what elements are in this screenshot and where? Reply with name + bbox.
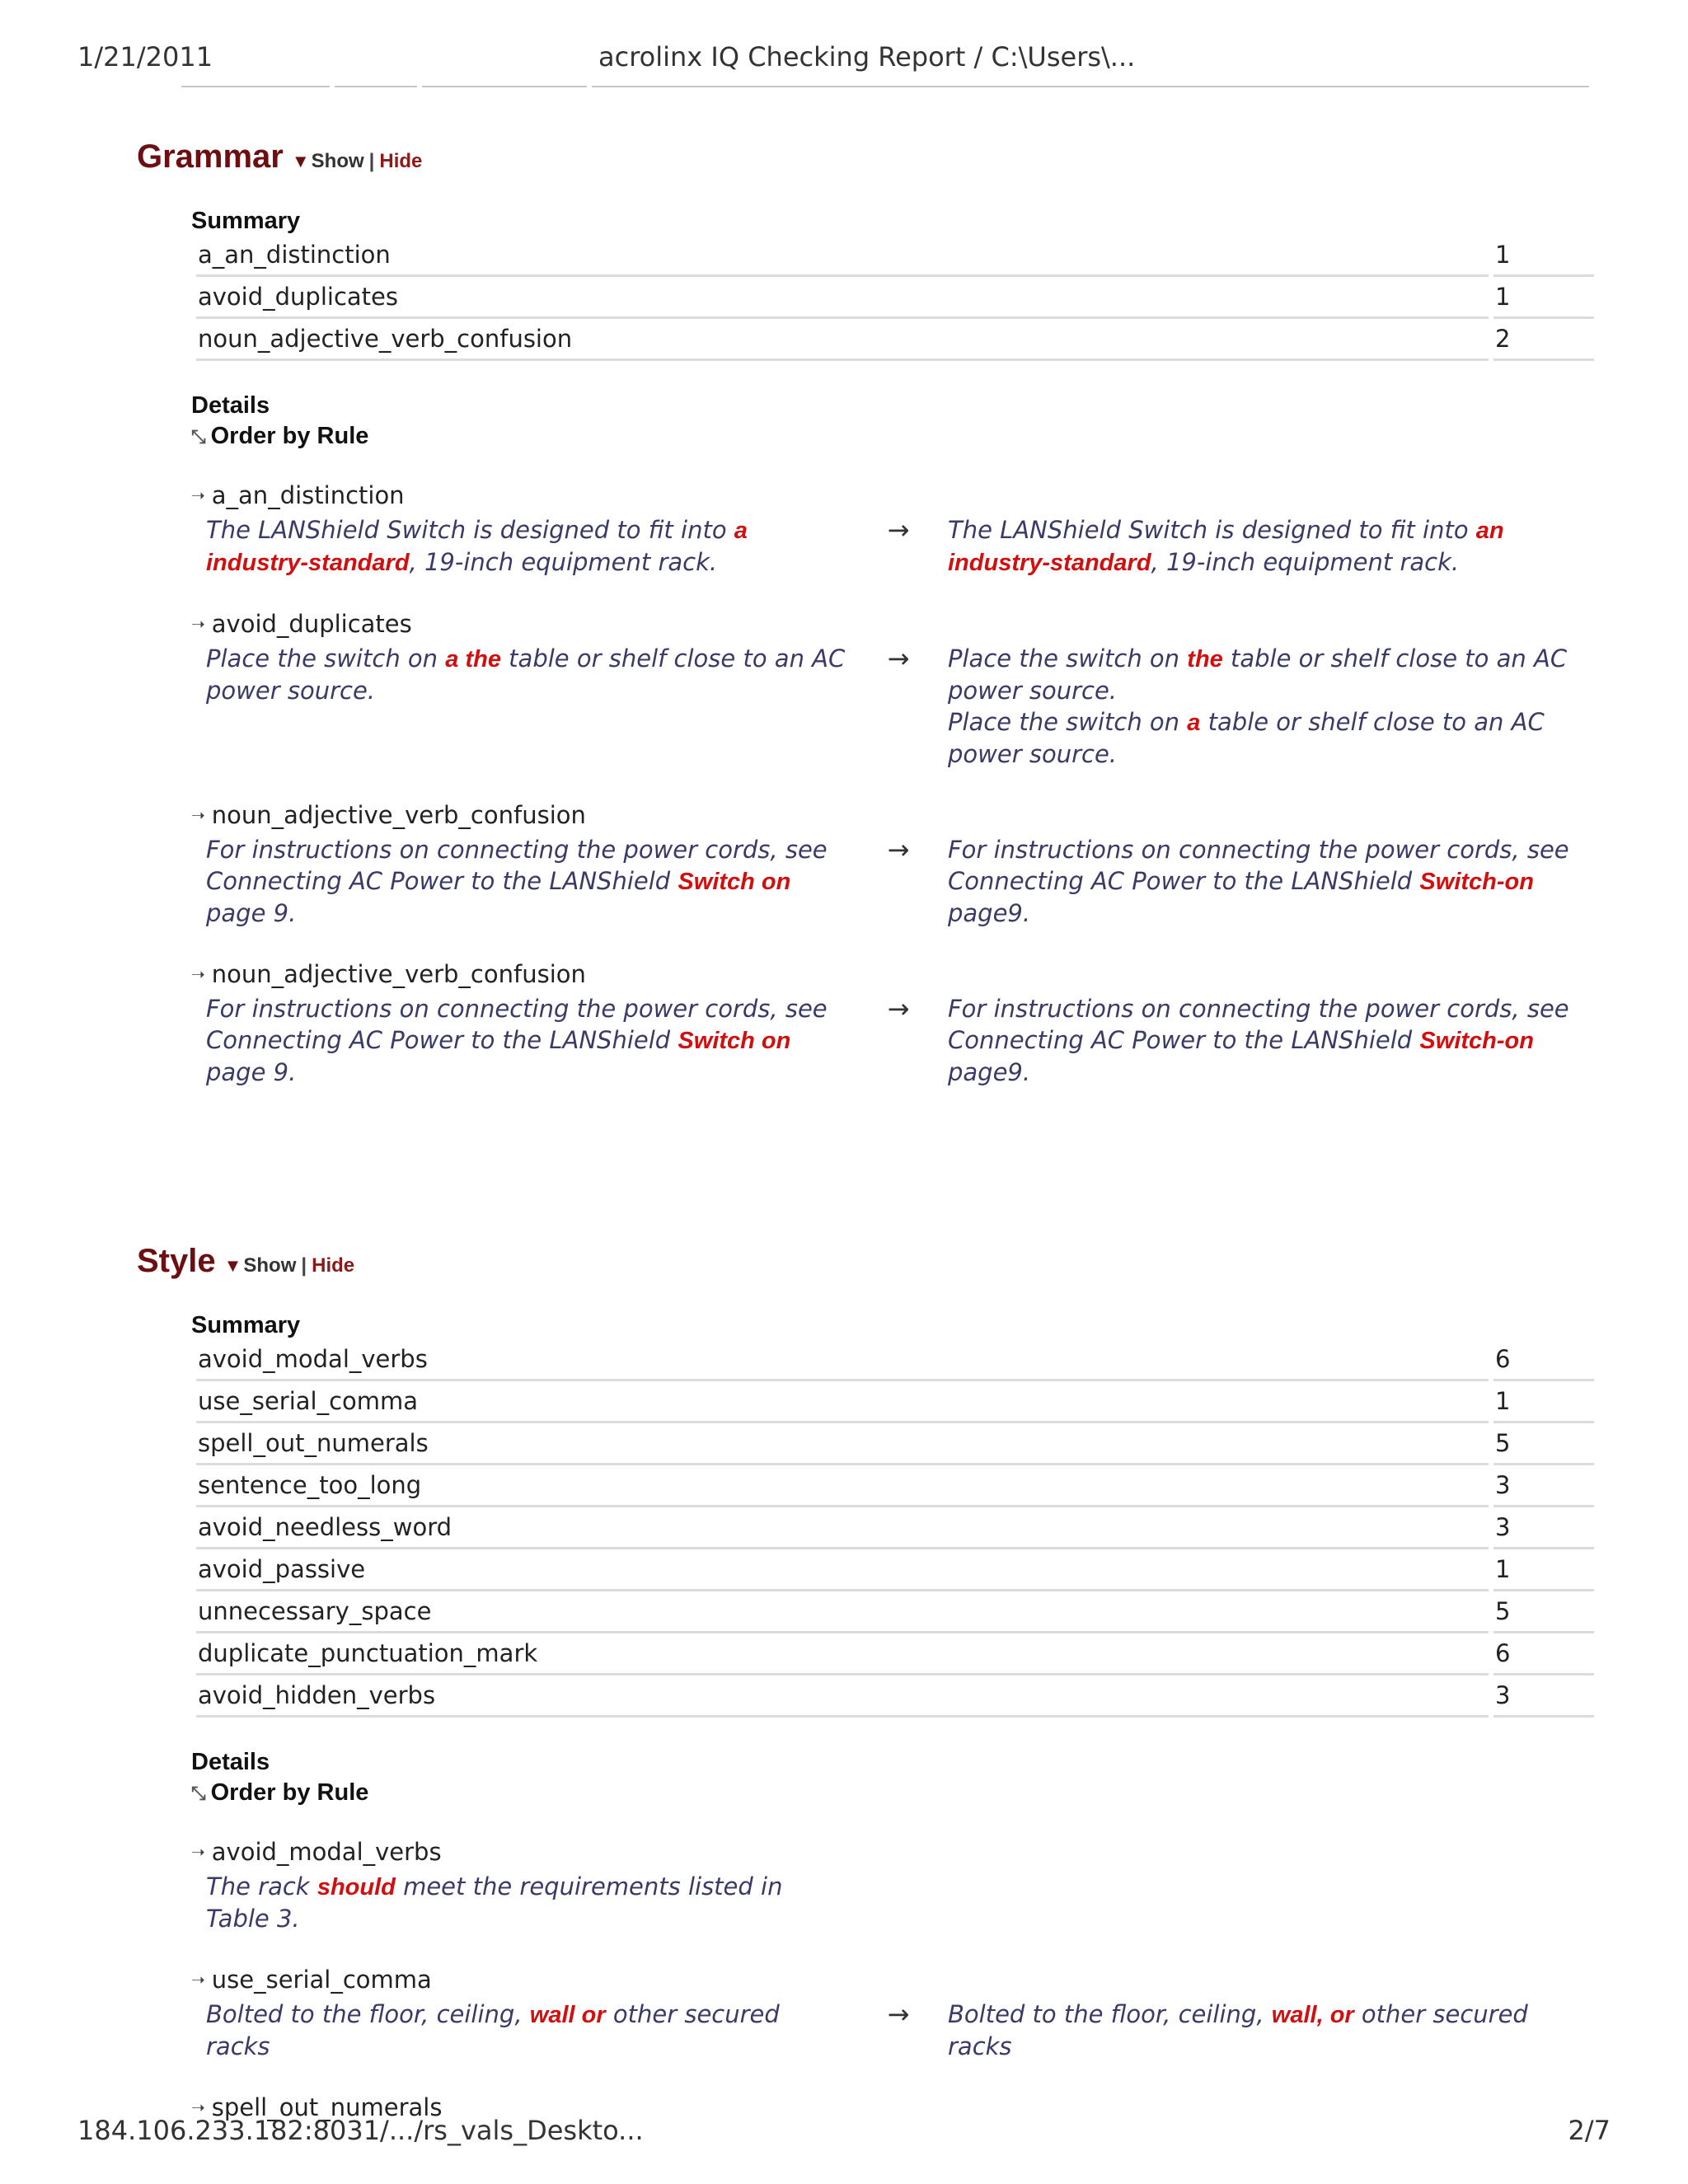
arrow-right-icon: ➝: [191, 2097, 205, 2117]
flagged-text: Switch-on: [1419, 1028, 1534, 1054]
summary-rule-count: 1: [1493, 277, 1594, 319]
arrow-right-icon: ➝: [191, 805, 205, 825]
arrow-right-icon: ➝: [191, 1842, 205, 1862]
rule-example: [191, 1871, 1599, 1934]
summary-row: [196, 1465, 1594, 1507]
flagged-text: Switch on: [678, 1028, 791, 1054]
summary-row: [196, 319, 1594, 361]
rule-label: avoid_modal_verbs: [211, 1838, 442, 1866]
rule-example: [191, 1999, 1599, 2062]
rule-detail: [191, 1966, 1599, 2062]
summary-rule-name: unnecessary_space: [196, 1591, 1489, 1633]
rule-detail-name[interactable]: [191, 481, 1599, 509]
summary-rule-count: 5: [1493, 1423, 1594, 1465]
sentence-text: page9.: [948, 899, 1031, 927]
rule-detail-name[interactable]: [191, 960, 1599, 988]
rule-detail: [191, 481, 1599, 579]
suggestions: [948, 643, 1591, 770]
sentence-text: Bolted to the floor, ceiling,: [206, 2000, 530, 2028]
sentence-text: For instructions on connecting the power cords, see Connecting AC Power to the LANShield: [948, 995, 1569, 1054]
grammar-heading: [137, 138, 1599, 185]
summary-rule-count: 1: [1493, 235, 1594, 277]
sentence-text: other secured racks: [206, 2000, 780, 2060]
print-header: [77, 40, 1586, 89]
summary-row: [196, 1507, 1594, 1549]
sentence-text: table or shelf close to an AC power source.: [206, 644, 846, 705]
print-date: 1/21/2011: [77, 41, 213, 73]
sort-icon: ⤡: [191, 1782, 206, 1803]
arrow-right-icon: ➝: [191, 485, 205, 505]
flagged-text: Switch-on: [1419, 869, 1534, 895]
summary-rule-name: avoid_duplicates: [196, 277, 1489, 319]
summary-rule-name: avoid_needless_word: [196, 1507, 1489, 1549]
grammar-order-by-rule[interactable]: ⤡ Order by Rule: [191, 423, 369, 449]
suggestions: [948, 993, 1591, 1088]
flagged-text: a the: [445, 646, 501, 673]
original-sentence: [206, 1999, 849, 2062]
sentence-text: The rack: [206, 1872, 317, 1900]
rule-detail: [191, 960, 1599, 1088]
rule-detail: [191, 610, 1599, 770]
sentence-text: The LANShield Switch is designed to fit into: [948, 516, 1476, 544]
grammar-summary-label: Summary: [191, 208, 301, 234]
triangle-down-icon: ▼: [223, 1255, 242, 1276]
arrow-right-icon: ➝: [191, 1970, 205, 1990]
report-title: acrolinx IQ Checking Report / C:\Users\...: [598, 41, 1136, 73]
flagged-text: an industry-standard: [948, 518, 1504, 576]
summary-rule-name: avoid_hidden_verbs: [196, 1675, 1489, 1718]
summary-row: [196, 1381, 1594, 1423]
rule-example: [191, 834, 1599, 929]
grammar-section: [137, 138, 1599, 1088]
sentence-text: , 19-inch equipment rack.: [1151, 548, 1460, 576]
suggested-sentence[interactable]: [948, 643, 1591, 706]
sentence-text: page 9.: [206, 899, 297, 927]
style-title: Style: [137, 1243, 216, 1279]
style-heading: [137, 1243, 1599, 1289]
summary-row: [196, 1591, 1594, 1633]
grammar-title: Grammar: [137, 138, 284, 175]
rule-detail-name[interactable]: [191, 801, 1599, 829]
original-sentence: [206, 834, 849, 929]
original-sentence: [206, 993, 849, 1088]
replace-arrow-icon: →: [887, 643, 910, 674]
sentence-text: page9.: [948, 1058, 1031, 1086]
sentence-text: Place the switch on: [206, 644, 446, 673]
header-rule: [181, 86, 1665, 87]
style-section: [137, 1243, 1599, 2121]
suggested-sentence[interactable]: [948, 514, 1591, 579]
rule-example: [191, 643, 1599, 770]
summary-rule-name: spell_out_numerals: [196, 1423, 1489, 1465]
rule-label: a_an_distinction: [211, 481, 405, 509]
style-toggles: ▼Show | Hide: [223, 1254, 355, 1277]
flagged-text: should: [316, 1874, 396, 1900]
summary-row: [196, 1675, 1594, 1718]
rule-label: spell_out_numerals: [211, 2093, 443, 2121]
grammar-details: [137, 481, 1599, 1088]
flagged-text: a industry-standard: [206, 518, 748, 576]
sentence-text: For instructions on connecting the power cords, see Connecting AC Power to the LANShield: [206, 995, 828, 1054]
grammar-details-label: Details: [191, 392, 270, 419]
flagged-text: Switch on: [678, 869, 791, 895]
sentence-text: meet the requirements listed in Table 3.: [206, 1872, 783, 1933]
suggestions: [948, 834, 1591, 929]
sentence-text: Place the switch on: [948, 644, 1188, 673]
flagged-text: wall, or: [1271, 2002, 1354, 2028]
rule-label: use_serial_comma: [211, 1966, 432, 1994]
sort-icon: ⤡: [191, 425, 206, 447]
summary-row: [196, 235, 1594, 277]
arrow-right-icon: ➝: [191, 614, 205, 634]
replace-arrow-icon: →: [887, 834, 910, 865]
sentence-text: Bolted to the floor, ceiling,: [948, 2000, 1272, 2028]
sentence-text: For instructions on connecting the power cords, see Connecting AC Power to the LANShield: [948, 836, 1569, 895]
sentence-text: other secured racks: [948, 2000, 1528, 2060]
summary-rule-name: noun_adjective_verb_confusion: [196, 319, 1489, 361]
summary-rule-count: 5: [1493, 1591, 1594, 1633]
suggested-sentence[interactable]: [948, 834, 1591, 929]
replace-arrow-icon: →: [887, 514, 910, 546]
suggestions: [948, 514, 1591, 579]
flagged-text: a: [1187, 710, 1201, 736]
style-details: [137, 1838, 1599, 2121]
rule-label: noun_adjective_verb_confusion: [211, 960, 586, 988]
grammar-summary-table: [191, 235, 1599, 361]
rule-label: avoid_duplicates: [211, 610, 412, 638]
summary-rule-name: use_serial_comma: [196, 1381, 1489, 1423]
original-sentence: [206, 1871, 849, 1934]
summary-row: [196, 1549, 1594, 1591]
sentence-text: table or shelf close to an AC power source.: [948, 708, 1545, 768]
summary-rule-count: 2: [1493, 319, 1594, 361]
replace-arrow-icon: →: [887, 993, 910, 1024]
style-summary-label: Summary: [191, 1312, 301, 1338]
summary-rule-count: 3: [1493, 1465, 1594, 1507]
suggested-sentence[interactable]: [948, 1999, 1591, 2062]
print-footer: [77, 2115, 1611, 2151]
summary-rule-count: 3: [1493, 1507, 1594, 1549]
summary-row: [196, 277, 1594, 319]
summary-rule-count: 3: [1493, 1675, 1594, 1718]
rule-detail-name[interactable]: [191, 1838, 1599, 1866]
rule-detail: [191, 801, 1599, 929]
summary-rule-count: 6: [1493, 1339, 1594, 1381]
suggestions: [948, 1999, 1591, 2062]
suggested-sentence[interactable]: [948, 993, 1591, 1088]
flagged-text: the: [1187, 646, 1223, 673]
summary-row: [196, 1423, 1594, 1465]
print-url: 184.106.233.182:8031/.../rs_vals_Deskto...: [77, 2115, 644, 2146]
suggested-sentence[interactable]: [948, 706, 1591, 770]
replace-arrow-icon: →: [887, 1999, 910, 2030]
style-summary-table: [191, 1339, 1599, 1718]
grammar-toggles: ▼Show | Hide: [291, 150, 423, 172]
summary-rule-name: avoid_passive: [196, 1549, 1489, 1591]
sentence-text: Place the switch on: [948, 708, 1188, 736]
summary-rule-name: sentence_too_long: [196, 1465, 1489, 1507]
style-details-label: Details: [191, 1749, 270, 1775]
rule-detail: [191, 1838, 1599, 1934]
summary-rule-name: a_an_distinction: [196, 235, 1489, 277]
summary-rule-name: avoid_modal_verbs: [196, 1339, 1489, 1381]
page-number: 2/7: [1568, 2115, 1611, 2146]
summary-rule-count: 1: [1493, 1381, 1594, 1423]
style-hide-link[interactable]: Hide: [312, 1254, 355, 1277]
style-order-by-rule[interactable]: ⤡ Order by Rule: [191, 1779, 369, 1806]
sentence-text: For instructions on connecting the power cords, see Connecting AC Power to the LANShield: [206, 836, 828, 895]
arrow-right-icon: ➝: [191, 964, 205, 984]
sentence-text: page 9.: [206, 1058, 297, 1086]
summary-rule-count: 1: [1493, 1549, 1594, 1591]
summary-rule-name: duplicate_punctuation_mark: [196, 1633, 1489, 1675]
sentence-text: , 19-inch equipment rack.: [409, 548, 718, 576]
flagged-text: wall or: [529, 2002, 606, 2028]
summary-row: [196, 1633, 1594, 1675]
rule-detail-name[interactable]: [191, 1966, 1599, 1994]
sentence-text: The LANShield Switch is designed to fit into: [206, 516, 734, 544]
original-sentence: [206, 643, 849, 770]
grammar-hide-link[interactable]: Hide: [379, 150, 423, 172]
grammar-show-link[interactable]: Show: [311, 150, 364, 172]
sentence-text: table or shelf close to an AC power source.: [948, 644, 1568, 705]
original-sentence: [206, 514, 849, 579]
rule-example: [191, 993, 1599, 1088]
summary-rule-count: 6: [1493, 1633, 1594, 1675]
triangle-down-icon: ▼: [291, 151, 310, 171]
rule-example: [191, 514, 1599, 579]
rule-detail-name[interactable]: [191, 610, 1599, 638]
rule-label: noun_adjective_verb_confusion: [211, 801, 586, 829]
summary-row: [196, 1339, 1594, 1381]
style-show-link[interactable]: Show: [243, 1254, 297, 1277]
